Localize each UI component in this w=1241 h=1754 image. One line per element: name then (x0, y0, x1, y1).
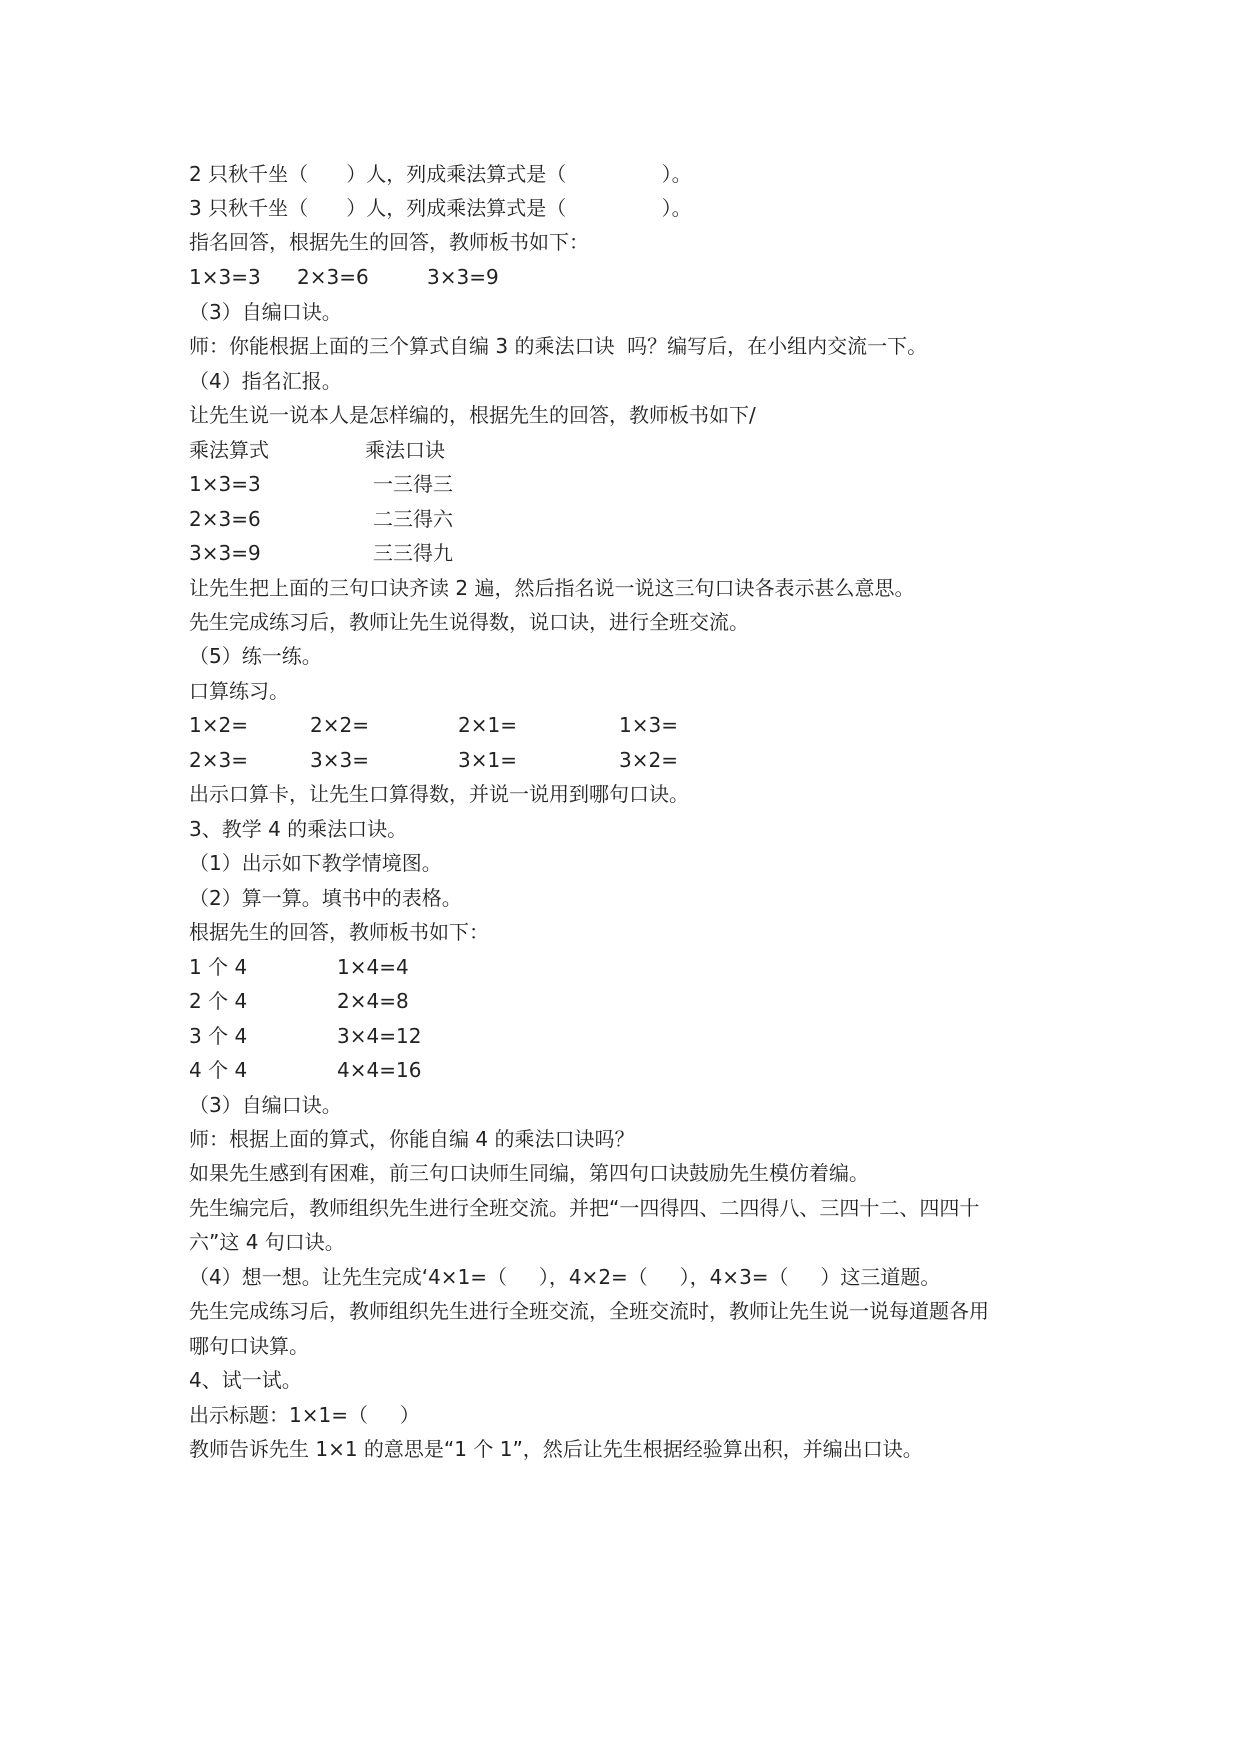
text-line: 指名回答，根据先生的回答，教师板书如下： (189, 230, 589, 254)
text-line: 出示标题：1×1=（ ） (189, 1403, 420, 1427)
group-count: 4 个 4 (189, 1058, 248, 1082)
text-line: 让先生说一说本人是怎样编的，根据先生的回答，教师板书如下/ (189, 403, 756, 427)
text-line: 师：你能根据上面的三个算式自编 3 的乘法口诀 吗？编写后，在小组内交流一下。 (189, 334, 928, 358)
text-line: 哪句口诀算。 (189, 1334, 309, 1358)
equation: 2×4=8 (337, 989, 409, 1013)
text-line: （4）指名汇报。 (189, 369, 342, 393)
table-row (189, 1055, 1069, 1085)
exercise: 3×2= (619, 748, 678, 772)
column-header: 乘法算式 (189, 438, 269, 462)
text-line: 2 只秋千坐（ ）人，列成乘法算式是（ ）。 (189, 162, 692, 186)
group-count: 1 个 4 (189, 955, 248, 979)
text-line: （1）出示如下教学情境图。 (189, 851, 442, 875)
exercise: 2×3= (189, 748, 248, 772)
exercise: 1×3= (619, 713, 678, 737)
equation: 1×4=4 (337, 955, 409, 979)
text-line: （4）想一想。让先生完成‘4×1=（ ），4×2=（ ），4×3=（ ）这三道题。 (189, 1265, 941, 1289)
equation: 3×4=12 (337, 1024, 422, 1048)
text-line: （5）练一练。 (189, 644, 322, 668)
group-count: 2 个 4 (189, 989, 248, 1013)
text-line: 口算练习。 (189, 679, 289, 703)
exercise-row (189, 710, 1069, 740)
text-line: 出示口算卡，让先生口算得数，并说一说用到哪句口诀。 (189, 782, 689, 806)
table-row (189, 1021, 1069, 1051)
exercise: 1×2= (189, 713, 248, 737)
text-line: 让先生把上面的三句口诀齐读 2 遍，然后指名说一说这三句口诀各表示甚么意思。 (189, 576, 915, 600)
mnemonic: 一三得三 (373, 472, 453, 496)
table-row (189, 504, 1069, 534)
equation: 1×3=3 (189, 472, 261, 496)
text-line: 教师告诉先生 1×1 的意思是“1 个 1”，然后让先生根据经验算出积，并编出口诀。 (189, 1437, 923, 1461)
equation: 3×3=9 (189, 541, 261, 565)
exercise: 3×1= (458, 748, 517, 772)
table-row (189, 986, 1069, 1016)
equation: 2×3=6 (297, 265, 369, 289)
text-line: 先生完成练习后，教师让先生说得数，说口诀，进行全班交流。 (189, 610, 749, 634)
text-line: 根据先生的回答，教师板书如下： (189, 920, 489, 944)
table-header-row (189, 435, 1069, 465)
equation: 2×3=6 (189, 507, 261, 531)
equation: 4×4=16 (337, 1058, 422, 1082)
text-line: 先生编完后，教师组织先生进行全班交流。并把“一四得四、二四得八、三四十二、四四十 (189, 1196, 980, 1220)
mnemonic: 二三得六 (373, 507, 453, 531)
text-line: 如果先生感到有困难，前三句口诀师生同编，第四句口诀鼓励先生模仿着编。 (189, 1161, 869, 1185)
exercise: 2×2= (310, 713, 369, 737)
text-line: （3）自编口诀。 (189, 300, 342, 324)
exercise: 2×1= (458, 713, 517, 737)
text-line: 3 只秋千坐（ ）人，列成乘法算式是（ ）。 (189, 196, 692, 220)
equation: 1×3=3 (189, 265, 261, 289)
mnemonic: 三三得九 (373, 541, 453, 565)
table-row (189, 952, 1069, 982)
text-line: （3）自编口诀。 (189, 1093, 342, 1117)
text-line: 六”这 4 句口诀。 (189, 1230, 345, 1254)
exercise-row (189, 745, 1069, 775)
table-row (189, 538, 1069, 568)
section-heading: 3、教学 4 的乘法口诀。 (189, 817, 408, 841)
text-line: （2）算一算。填书中的表格。 (189, 886, 462, 910)
exercise: 3×3= (310, 748, 369, 772)
table-row (189, 469, 1069, 499)
group-count: 3 个 4 (189, 1024, 248, 1048)
equation-row (189, 262, 1069, 292)
text-line: 师：根据上面的算式，你能自编 4 的乘法口诀吗？ (189, 1127, 635, 1151)
equation: 3×3=9 (427, 265, 499, 289)
text-line: 先生完成练习后，教师组织先生进行全班交流，全班交流时，教师让先生说一说每道题各用 (189, 1299, 989, 1323)
column-header: 乘法口诀 (365, 438, 445, 462)
section-heading: 4、试一试。 (189, 1368, 302, 1392)
